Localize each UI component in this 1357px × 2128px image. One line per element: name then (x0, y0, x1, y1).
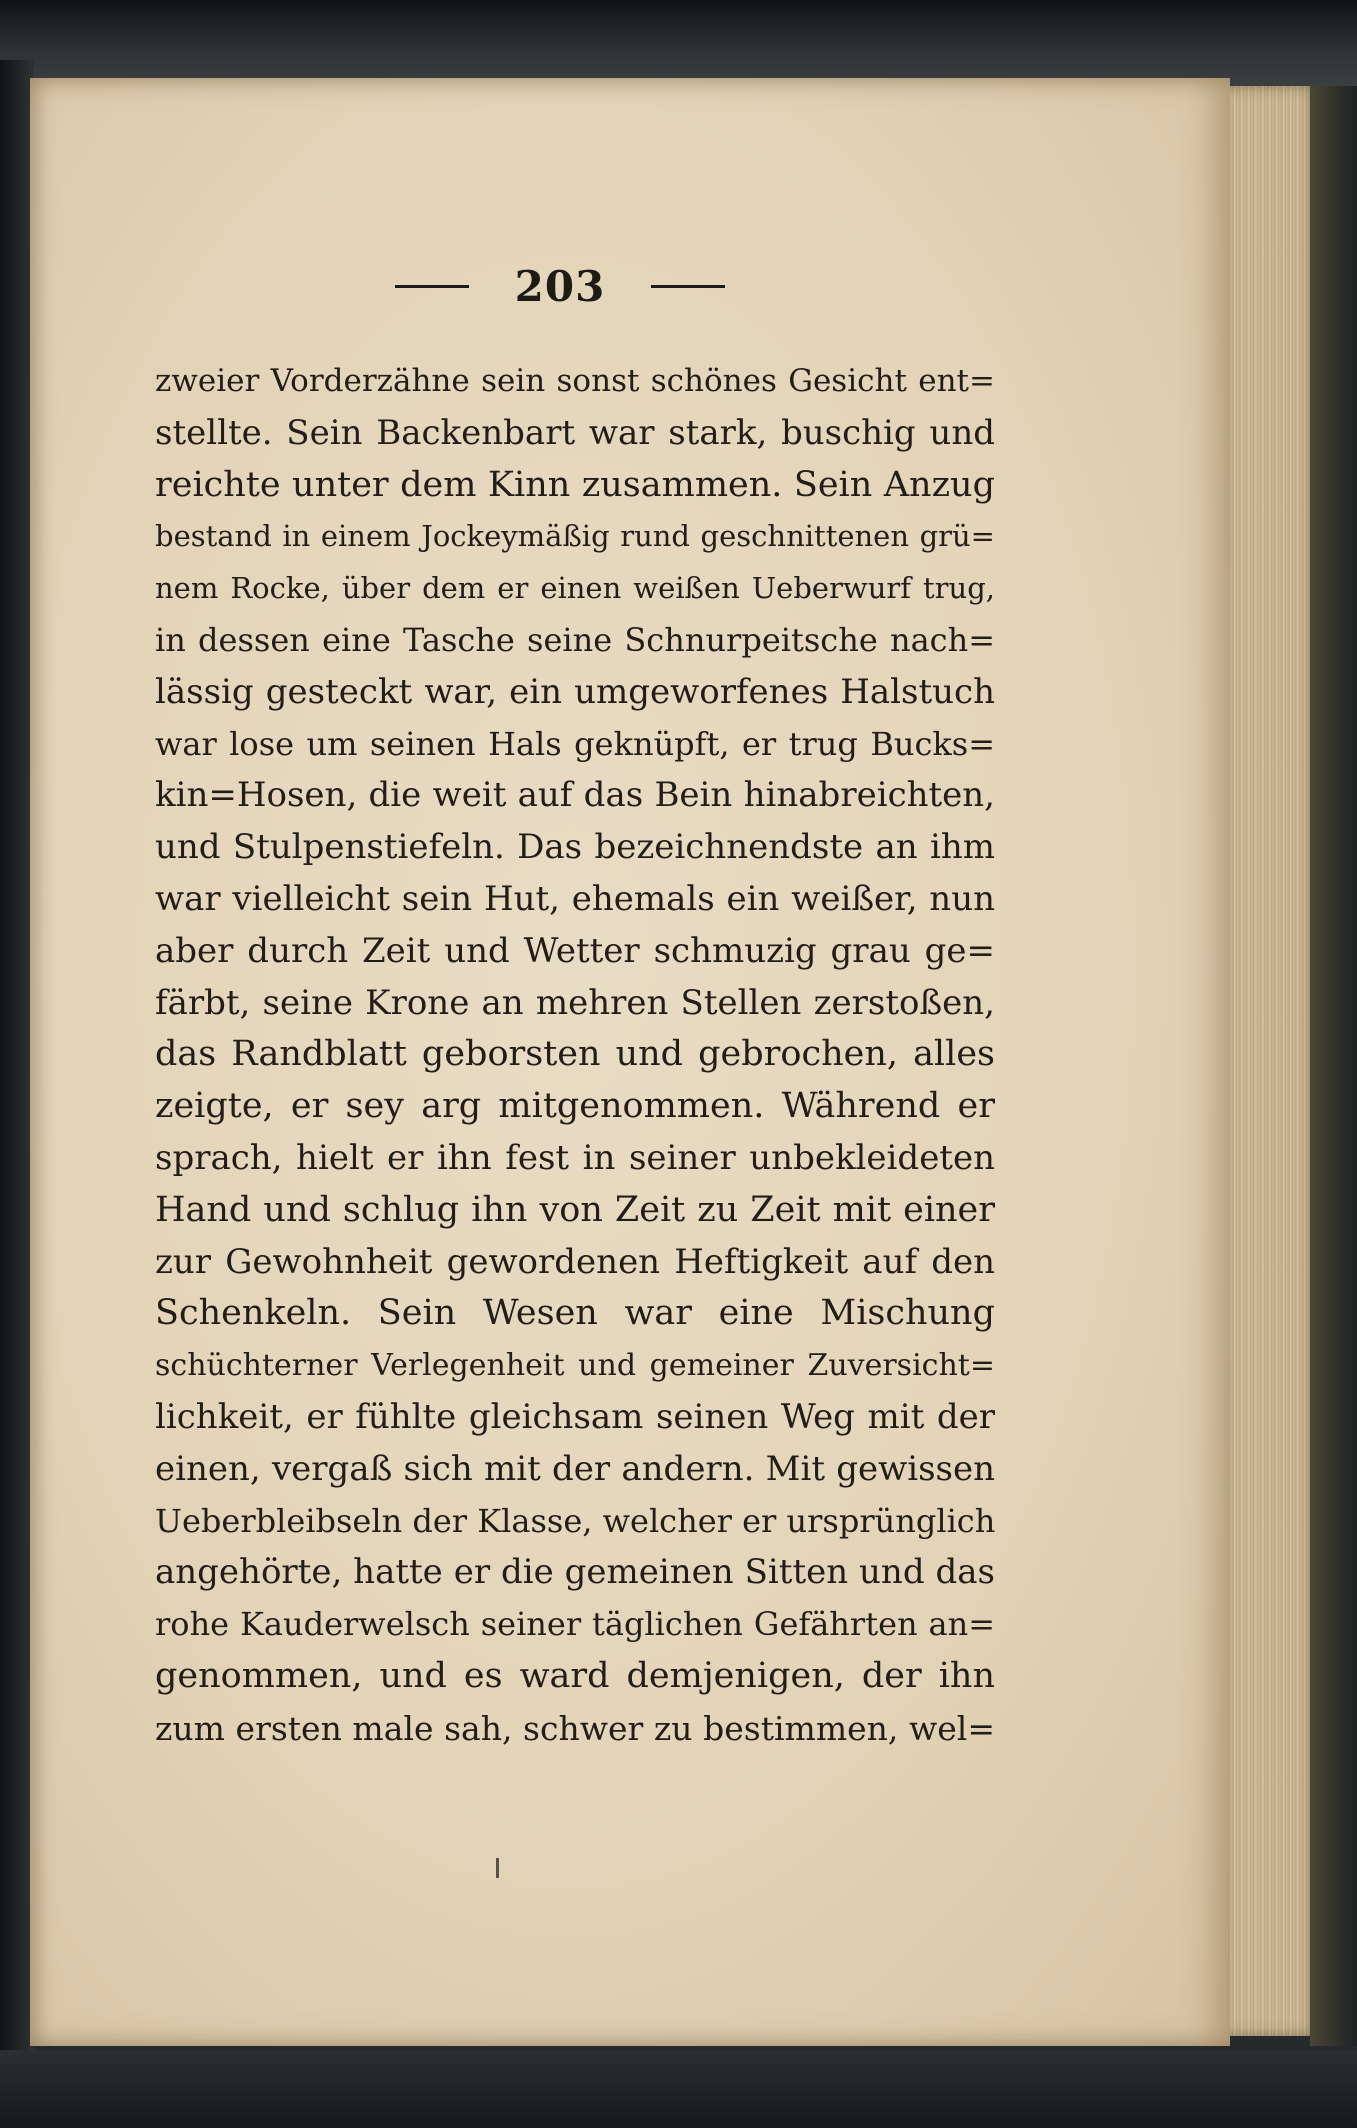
binding-shadow (1310, 86, 1357, 2046)
book-cover-bottom (0, 2050, 1357, 2128)
text-line: in dessen eine Tasche seine Schnurpeitsche nach= (155, 620, 995, 659)
text-line: färbt, seine Krone an mehren Stellen zerstoßen, (155, 982, 995, 1023)
book-cover-left (0, 60, 34, 2070)
text-line: zur Gewohnheit gewordenen Heftigkeit auf den (155, 1241, 995, 1282)
text-line: zeigte, er sey arg mitgenommen. Während er (155, 1086, 995, 1127)
text-line: Hand und schlug ihn von Zeit zu Zeit mit einer (155, 1189, 995, 1230)
header-dash-right (651, 285, 725, 288)
text-line: sprach, hielt er ihn fest in seiner unbekleideten (155, 1137, 995, 1178)
text-line: bestand in einem Jockeymäßig rund geschnittenen grü= (155, 519, 995, 554)
page-number: 203 (514, 261, 606, 311)
text-line: Ueberbleibseln der Klasse, welcher er ursprünglich (155, 1501, 995, 1540)
text-line: und Stulpenstiefeln. Das bezeichnendste an ihm (155, 827, 995, 868)
text-line: rohe Kauderwelsch seiner täglichen Gefährten an= (155, 1605, 995, 1644)
body-text (155, 356, 995, 1755)
text-line: aber durch Zeit und Wetter schmuzig grau ge= (155, 930, 995, 971)
text-line: reichte unter dem Kinn zusammen. Sein Anzug (155, 464, 995, 505)
text-line: schüchterner Verlegenheit und gemeiner Zuversicht= (155, 1348, 995, 1384)
ink-mark (496, 1858, 499, 1878)
text-line: zum ersten male sah, schwer zu bestimmen, wel= (155, 1708, 995, 1748)
header-dash-left (395, 285, 469, 288)
text-line: Schenkeln. Sein Wesen war eine Mischung (155, 1293, 995, 1334)
text-line: einen, vergaß sich mit der andern. Mit gewissen (155, 1448, 995, 1489)
page-edges (1230, 86, 1322, 2036)
text-line: das Randblatt geborsten und gebrochen, alles (155, 1034, 995, 1075)
text-line: war vielleicht sein Hut, ehemals ein weißer, nun (155, 878, 995, 919)
book-cover-top (0, 0, 1357, 86)
text-line: lässig gesteckt war, ein umgeworfenes Halstuch (155, 671, 995, 712)
text-line: zweier Vorderzähne sein sonst schönes Gesicht ent= (155, 363, 995, 399)
text-line: lichkeit, er fühlte gleichsam seinen Weg mit der (155, 1396, 995, 1437)
page-header (360, 256, 760, 316)
text-line: kin=Hosen, die weit auf das Bein hinabreichten, (155, 775, 995, 816)
text-line: genommen, und es ward demjenigen, der ihn (155, 1655, 995, 1696)
text-line: nem Rocke, über dem er einen weißen Ueberwurf trug, (155, 571, 995, 606)
text-line: war lose um seinen Hals geknüpft, er trug Bucks= (155, 724, 995, 763)
text-line: angehörte, hatte er die gemeinen Sitten und das (155, 1552, 995, 1593)
text-line: stellte. Sein Backenbart war stark, buschig und (155, 412, 995, 453)
